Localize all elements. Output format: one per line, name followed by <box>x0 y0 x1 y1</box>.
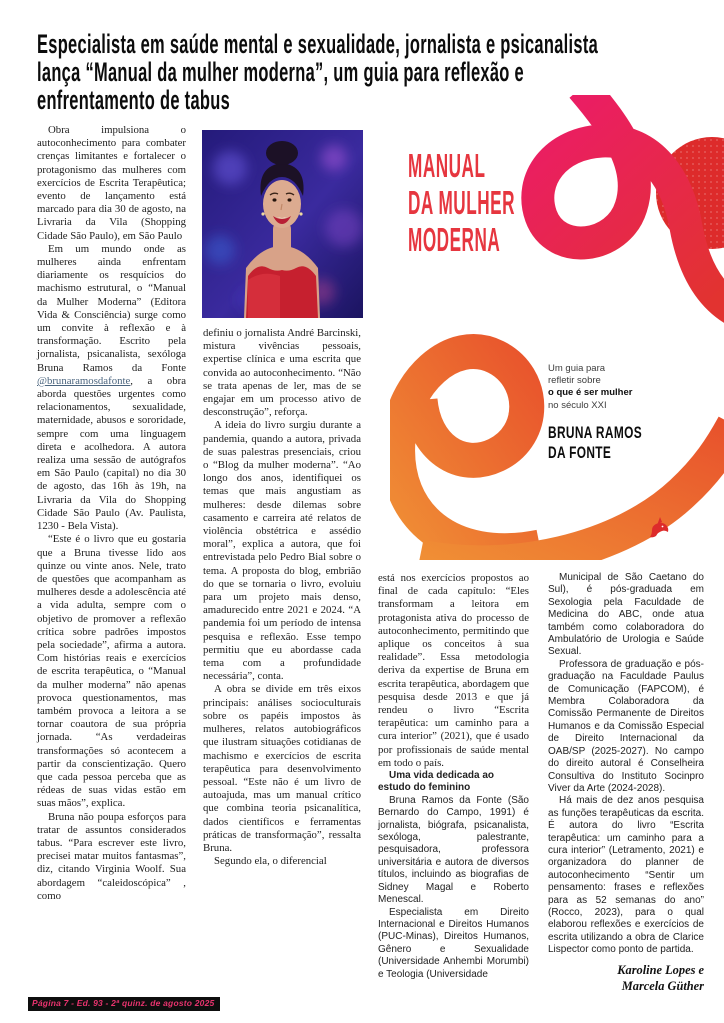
headline-line: lança “Manual da mulher moderna”, um guia para reflexão e <box>37 57 524 87</box>
paragraph: Bruna não poupa esforços para tratar de assuntos considerados tabus. “Para escrever este livro, precisei matar muitos fantasmas”, diz, citando Virginia Woolf. Sua abordagem “caleidoscópica” , como <box>37 810 186 902</box>
tagline-line: Um guia para <box>548 363 606 374</box>
paragraph: Municipal de São Caetano do Sul), é pós-graduada em Sexologia pela Faculdade de Medicina do ABC, onde atua também como colaboradora do Ambulatório de Urologia e Saúde Sexual. <box>548 572 704 658</box>
paragraph: Especialista em Direito Internacional e Direitos Humanos (PUC-Minas), Direitos Humanos, Gênero e Sexualidade (Universidade Anhembi Morumbi) e Teologia (Universidade <box>378 906 529 980</box>
paragraph: A ideia do livro surgiu durante a pandemia, quando a autora, privada de suas palestras presenciais, criou o “Blog da mulher moderna”. “Ao longo dos anos, identifiquei os temas que mais angustiam as mulheres: desde dilemas sobre casamento e carreira até relatos de violência obstétrica e assédio moral”, explica a autora, que foi entrevistada pelo Pedro Bial sobre o tema. A proposta do blog, embrião do que se tornaria o livro, evoluiu para um projeto mais denso, amadurecido entre 2021 e 2024. “A pandemia foi um período de intensa pesquisa e reflexão. Esse tempo permitiu que eu abordasse cada tema com a profundidade necessária”, conta. <box>203 419 361 683</box>
paragraph: Há mais de dez anos pesquisa as funções terapêuticas da escrita. É autora do livro “Escrita terapêutica: um caminho para a cura interior” (Letramento, 2021) e organizadora do planner de autoconhecimento “Sentir um pensamento: frases e reflexões para as 52 semanas do ano” (Rocco, 2023), para o qual elaborou reflexões e exercícios de escrita utilizando a obra de Clarice Lispector como ponto de partida. <box>548 795 704 956</box>
paragraph: definiu o jornalista André Barcinski, mistura vivências pessoais, expertise clínica e uma escrita que convida ao autoconhecimento. “Não se trata apenas de ler, mas de se engajar em um processo ativo de desconstrução”, reforça. <box>203 327 361 419</box>
instagram-handle-link[interactable]: @brunaramosdafonte <box>37 374 131 387</box>
tagline-line-bold: o que é ser mulher <box>548 387 633 399</box>
text-column-1 <box>37 124 186 903</box>
text-column-3 <box>378 572 529 981</box>
text-column-4 <box>548 572 704 994</box>
page-footer: Página 7 - Ed. 93 - 2ª quinz. de agosto 2025 <box>28 997 220 1011</box>
paragraph: Segundo ela, o diferencial <box>214 855 327 868</box>
book-cover <box>390 95 724 560</box>
tagline-line: refletir sobre <box>548 375 601 387</box>
headline-line: enfrentamento de tabus <box>37 85 231 115</box>
paragraph: está nos exercícios propostos ao final de cada capítulo: “Eles transformam a leitora em protagonista ativa do processo de autoconhecimento, permitindo que aplique os conceitos à sua realidade”. Essa metodologia deriva da expertise de Bruna em escrita terapêutica, abordagem que pesquisa desde 2013 e que já rendeu o livro “Escrita terapêutica: um caminho para a cura interior” (2021), que é usado por profissionais de saúde mental em todo o país. <box>378 572 529 769</box>
book-title <box>408 147 515 258</box>
author-photo <box>202 130 363 318</box>
unicorn-icon <box>646 515 672 541</box>
author-name-line: DA FONTE <box>548 443 612 462</box>
paragraph: Professora de graduação e pós-graduação na Faculdade Paulus de Comunicação (FAPCOM), é Membra Colaboradora da Comissão Permanente de Direitos Humanos e da Comissão Especial de Direito Internacional da OAB/SP (2025-2027). No campo do direito autoral é Conselheira Consultiva do Instituto Socinpro Viver da Arte (2024-2028). <box>548 658 704 794</box>
byline-line: Marcela Güther <box>621 978 704 993</box>
book-title-line: DA MULHER <box>408 184 515 221</box>
text-column-2 <box>203 327 361 868</box>
byline-line: Karoline Lopes e <box>617 962 704 977</box>
paragraph: A obra se divide em três eixos principais: análises socioculturais sobre os papéis impostos às mulheres, relatos autobiográficos que ilustram situações cotidianas de machismo e exercícios de escrita terapêutica para desenvolvimento pessoal. “Este não é um livro de autoajuda, mas um manual crítico que combina teoria psicanalítica, dados científicos e ferramentas práticas de transformação”, ressalta Bruna. <box>203 683 361 854</box>
book-author-name <box>548 423 642 463</box>
author-name-line: BRUNA RAMOS <box>548 423 642 442</box>
book-title-line: MODERNA <box>408 221 501 258</box>
tagline-line: no século XXI <box>548 399 607 411</box>
headline-line: Especialista em saúde mental e sexualidade, jornalista e psicanalista <box>37 29 599 59</box>
paragraph: “Este é o livro que eu gostaria que a Bruna tivesse lido aos quinze ou vinte anos. Nele, trato de questões que acompanham as mulheres desde a adolescência até a vida adulta, sempre com o objetivo de promover a reflexão crítica sobre padrões impostos pela sociedade”, afirma a autora. Com histórias reais e exercícios de escrita terapêutica, o “Manual da mulher moderna” não apenas provoca questionamentos, mas também provoca a leitora a se tornar coautora de sua própria jornada. “As verdadeiras transformações só acontecem a partir da conscientização. Quero que cada pessoa perceba que as rédeas de suas vidas estão em suas mãos”, explica. <box>37 533 186 810</box>
book-tagline <box>548 363 632 412</box>
article-lede: Obra impulsiona o autoconhecimento para combater crenças limitantes e fortalecer o protagonismo das mulheres com exercícios de Escrita Terapêutica; evento de lançamento está marcado para dia 30 de agosto, na Livraria da Vila (Shopping Cidade São Paulo), em São Paulo <box>37 124 186 242</box>
section-subhead: Uma vida dedicada ao estudo do feminino <box>378 770 495 794</box>
article-byline <box>548 962 704 994</box>
paragraph: Bruna Ramos da Fonte (São Bernardo do Campo, 1991) é jornalista, biógrafa, psicanalista, sexóloga, palestrante, pesquisadora, professora universitária e autora de diversos títulos, incluindo as biografias de Sidney Magal e Roberto Menescal. <box>378 794 529 906</box>
author-photo-illustration <box>202 130 363 318</box>
paragraph-text: Em um mundo onde as mulheres ainda enfrentam diariamente os resquícios do machismo estrutural, o “Manual da Mulher Moderna” (Editora Vida & Consciência) surge como um convite à reflexão e à transformação. Escrito pela jornalista, psicanalista, sexóloga Bruna Ramos da Fonte <box>37 242 186 374</box>
paragraph-text: , a obra aborda questões urgentes como relacionamentos, sexualidade, maternidade, abusos e sororidade, sempre com uma linguagem direta e acolhedora. A autora realiza uma sessão de autógrafos em São Paulo (capital) no dia 30 de agosto, das 16h às 19h, na Livraria da Vila do Shopping Cidade São Paulo (Av. Paulista, 1230 - Bela Vista). <box>37 374 186 533</box>
paragraph <box>37 243 186 533</box>
book-title-line: MANUAL <box>408 147 486 184</box>
